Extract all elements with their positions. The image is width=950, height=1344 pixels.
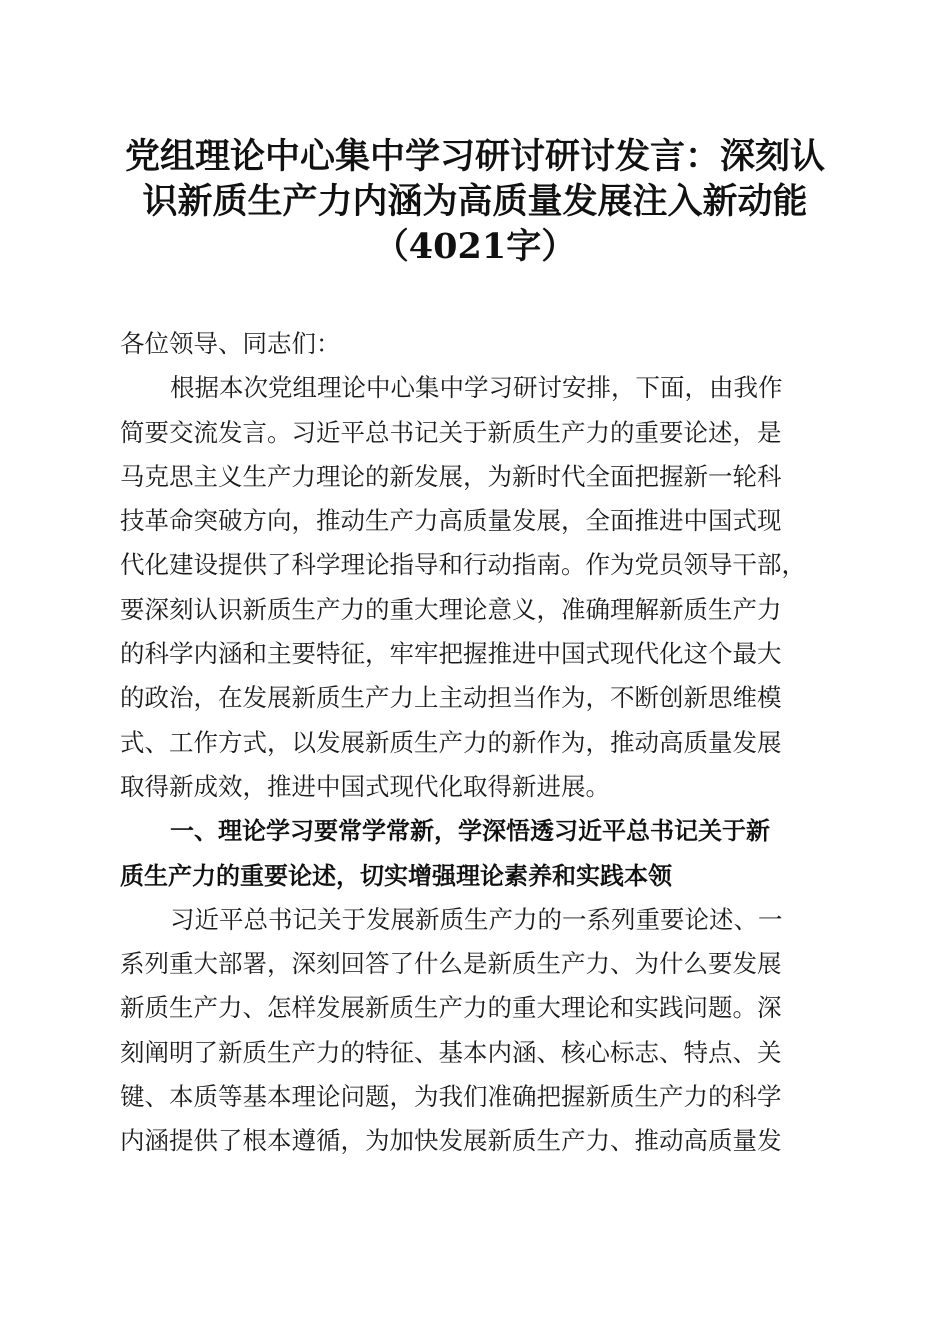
paragraph-line: 简要交流发言。习近平总书记关于新质生产力的重要论述，是 [120, 417, 782, 447]
paragraph-line: 的政治，在发展新质生产力上主动担当作为，不断创新思维模 [120, 683, 782, 713]
document-body [120, 322, 830, 1164]
title-line-2: 识新质生产力内涵为高质量发展注入新动能 [142, 181, 808, 222]
title-word-count: （4021字） [373, 226, 577, 267]
paragraph-line: 键、本质等基本理论问题，为我们准确把握新质生产力的科学 [120, 1082, 782, 1112]
paragraph-line: 新质生产力、怎样发展新质生产力的重大理论和实践问题。深 [120, 993, 782, 1023]
paragraph-line: 系列重大部署，深刻回答了什么是新质生产力、为什么要发展 [120, 949, 782, 979]
document-title [100, 134, 850, 269]
paragraph-intro [120, 366, 830, 809]
title-line-1: 党组理论中心集中学习研讨研讨发言：深刻认 [124, 136, 825, 177]
paragraph-line: 根据本次党组理论中心集中学习研讨安排，下面，由我作 [170, 373, 783, 403]
salutation: 各位领导、同志们： [120, 329, 341, 358]
paragraph-line: 取得新成效，推进中国式现代化取得新进展。 [120, 771, 610, 801]
paragraph-line: 习近平总书记关于发展新质生产力的一系列重要论述、一 [170, 904, 783, 934]
paragraph-line: 式、工作方式，以发展新质生产力的新作为，推动高质量发展 [120, 727, 782, 757]
paragraph-section-1 [120, 898, 830, 1164]
section-heading-1 [120, 809, 830, 898]
heading-line: 一、理论学习要常学常新，学深悟透习近平总书记关于新 [170, 817, 770, 846]
paragraph-line: 的科学内涵和主要特征，牢牢把握推进中国式现代化这个最大 [120, 639, 782, 669]
paragraph-line: 内涵提供了根本遵循，为加快发展新质生产力、推动高质量发 [120, 1126, 782, 1156]
paragraph-line: 代化建设提供了科学理论指导和行动指南。作为党员领导干部， [120, 550, 806, 580]
paragraph-line: 刻阐明了新质生产力的特征、基本内涵、核心标志、特点、关 [120, 1037, 782, 1067]
paragraph-line: 技革命突破方向，推动生产力高质量发展，全面推进中国式现 [120, 506, 782, 536]
paragraph-line: 要深刻认识新质生产力的重大理论意义，准确理解新质生产力 [120, 594, 782, 624]
paragraph-line: 马克思主义生产力理论的新发展，为新时代全面把握新一轮科 [120, 461, 782, 491]
heading-line: 质生产力的重要论述，切实增强理论素养和实践本领 [120, 861, 672, 890]
